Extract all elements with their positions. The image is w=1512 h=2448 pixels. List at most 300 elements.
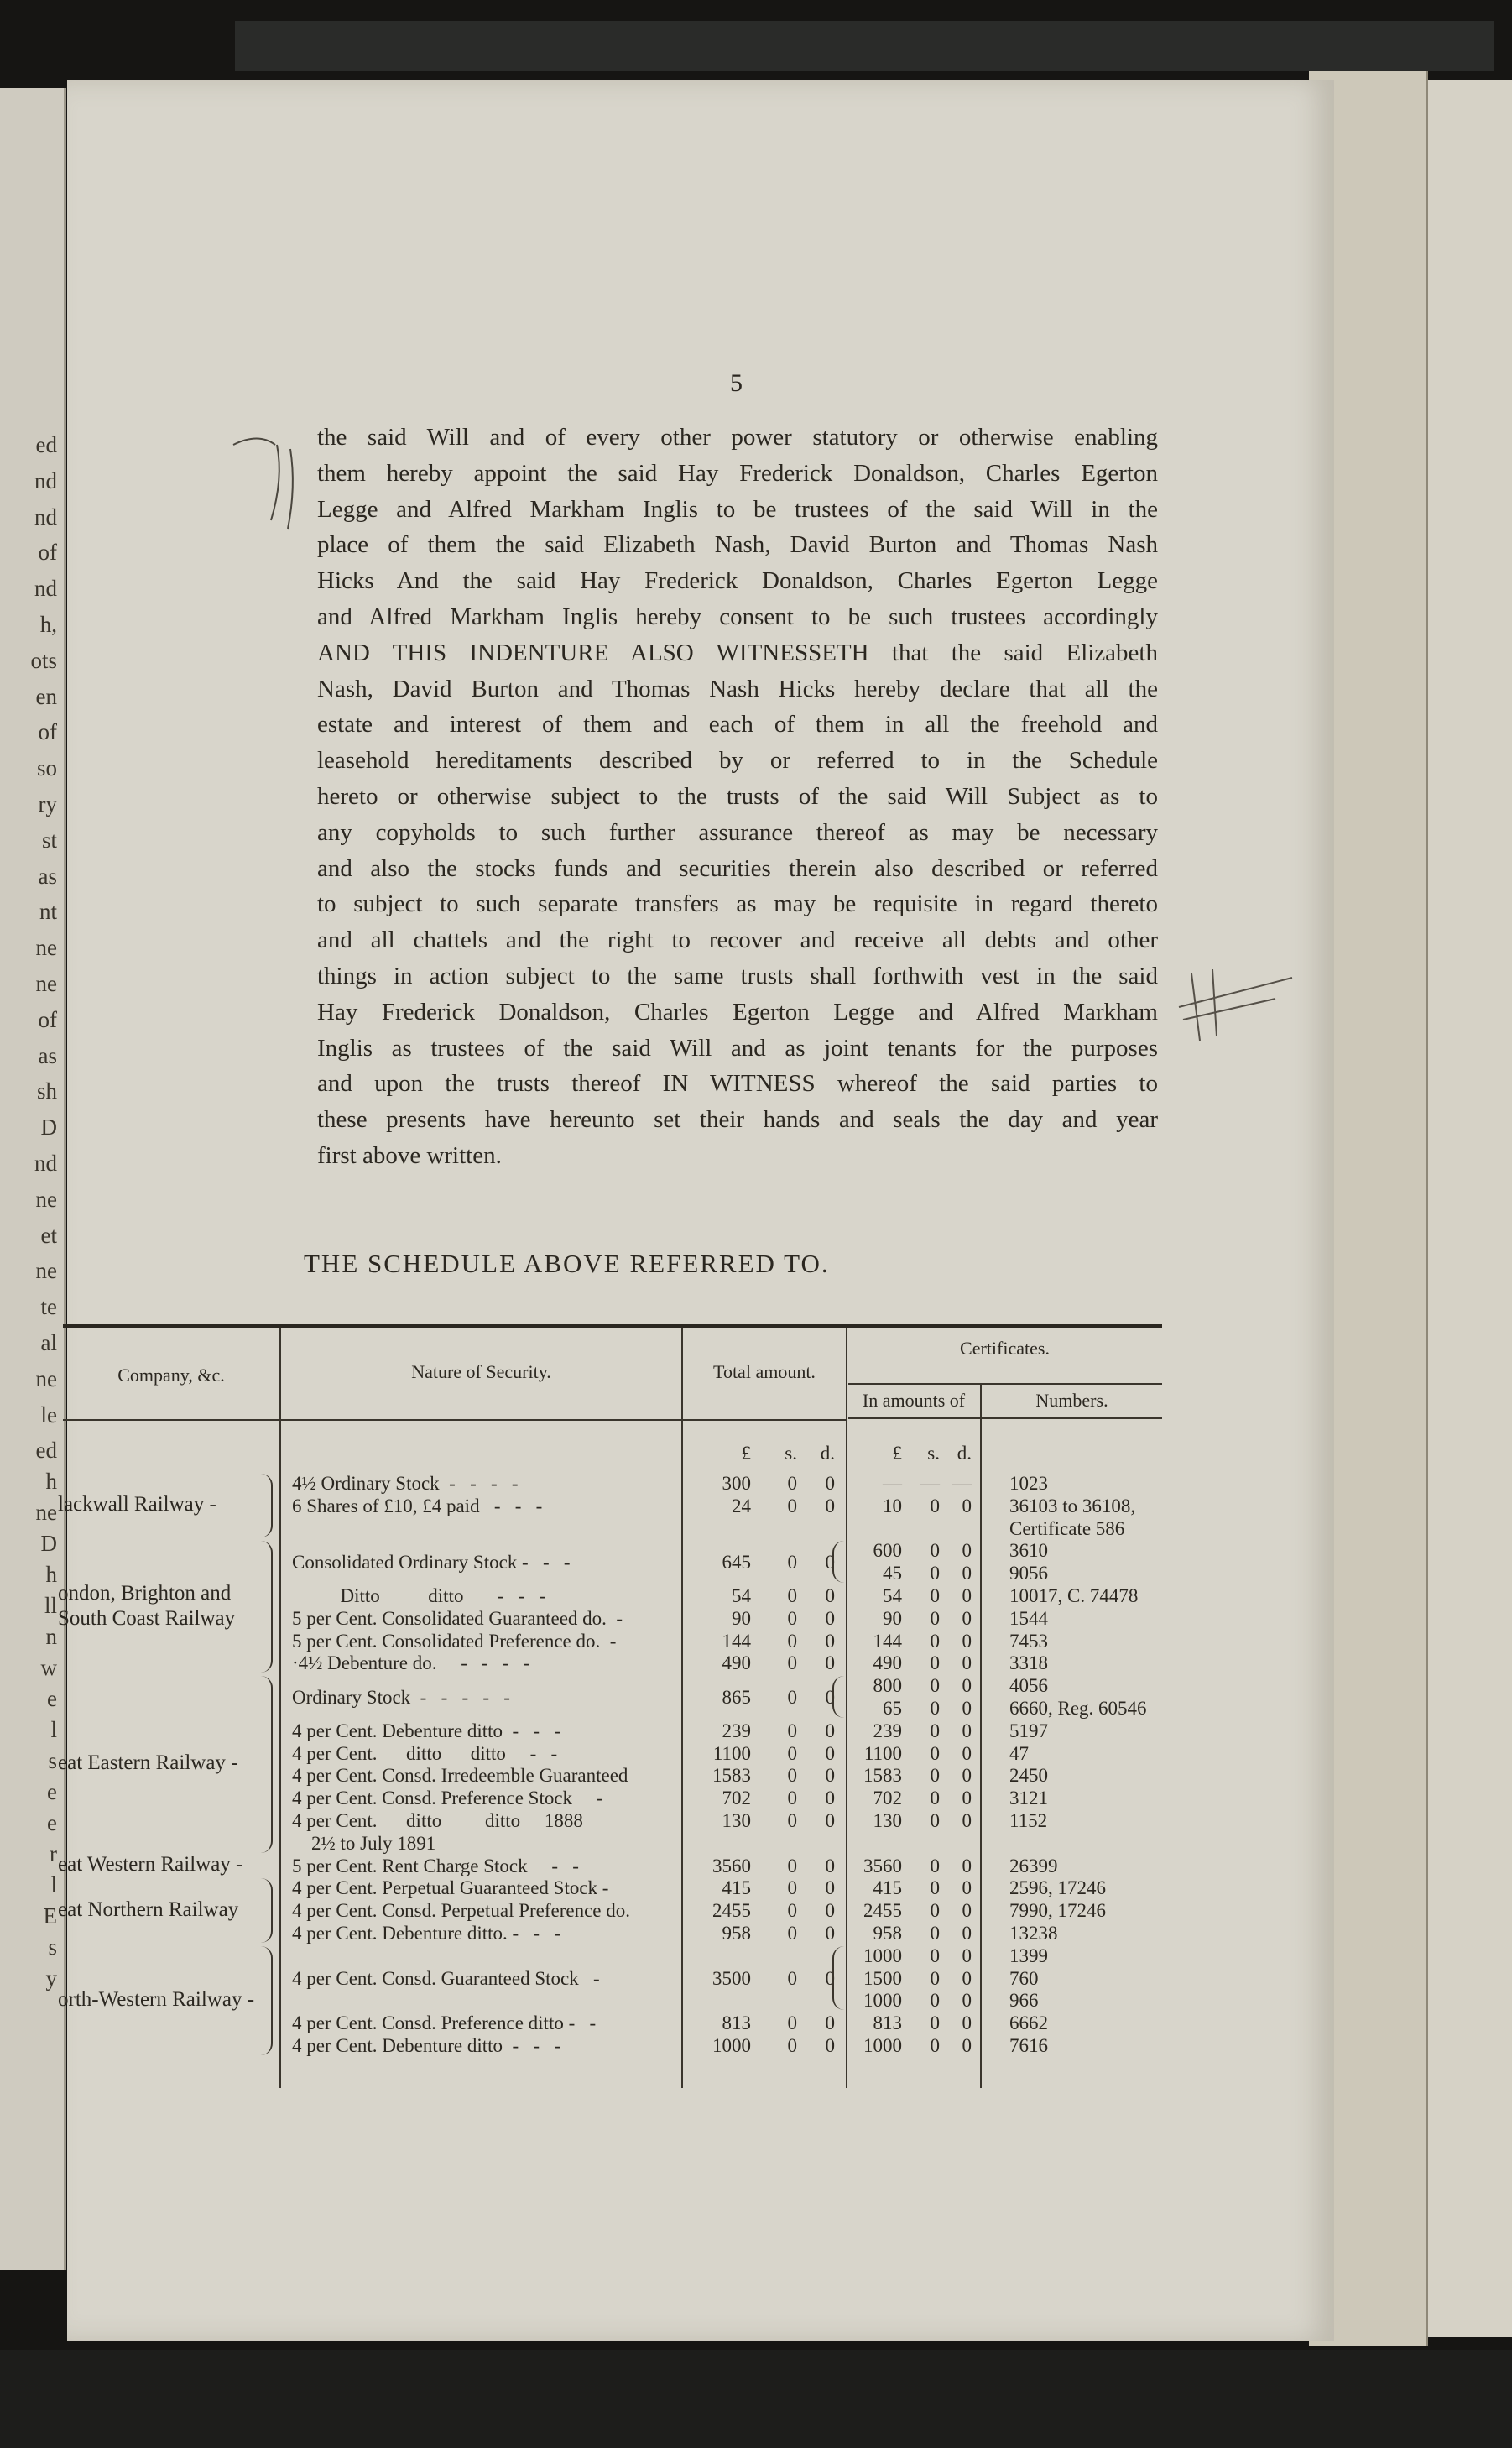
certificate-pence: 0 <box>962 1630 972 1652</box>
facing-page-text-fragment: E <box>43 1903 57 1929</box>
total-pence: 0 <box>825 1551 835 1573</box>
total-shillings: 0 <box>787 1585 797 1606</box>
paragraph-line: Legge and Alfred Markham Inglis to be trustees of the said Will in the <box>317 495 1158 523</box>
pound-label: £ <box>741 1443 751 1464</box>
paragraph-line: first above written. <box>317 1141 502 1169</box>
certificate-pounds: 144 <box>873 1630 902 1652</box>
total-pence: 0 <box>825 1900 835 1922</box>
facing-page-text-fragment: le <box>40 1401 57 1428</box>
facing-page-text-fragment: ed <box>35 1438 57 1464</box>
paragraph-line: AND THIS INDENTURE ALSO WITNESSETH that the said Elizabeth <box>317 639 1158 666</box>
facing-page-text-fragment: nd <box>34 467 57 493</box>
total-pence: 0 <box>825 1877 835 1899</box>
grouped-security-row <box>63 1686 1162 1709</box>
total-pounds: 1100 <box>712 1742 751 1764</box>
certificate-pence: 0 <box>962 1720 972 1741</box>
facing-page-text-fragment: ed <box>35 432 57 457</box>
table-row <box>63 1922 1162 1944</box>
table-row <box>63 1832 1162 1855</box>
security-nature: 5 per Cent. Consolidated Preference do. - <box>292 1630 617 1652</box>
total-pounds: 90 <box>732 1607 751 1629</box>
shillings-label: s. <box>927 1443 940 1464</box>
certificate-shillings: 0 <box>930 1855 940 1876</box>
total-pounds: 415 <box>722 1877 751 1899</box>
security-nature: 4 per Cent. Consd. Preference ditto - - <box>292 2012 597 2034</box>
pence-label: d. <box>957 1443 972 1464</box>
table-row <box>63 1630 1162 1652</box>
certificate-shillings: 0 <box>930 2012 940 2034</box>
facing-page-text-fragment: s <box>48 1748 57 1774</box>
facing-page-edge <box>0 88 66 2270</box>
certificate-pence: 0 <box>962 1788 972 1809</box>
certificate-pence: 0 <box>962 1652 972 1674</box>
facing-page-text-fragment: et <box>40 1222 57 1248</box>
certificate-pence: 0 <box>962 1855 972 1876</box>
total-shillings: 0 <box>787 1810 797 1831</box>
facing-page-text-fragment: ne <box>35 1500 57 1526</box>
company-name: ondon, Brighton and <box>58 1581 232 1605</box>
security-nature: 4 per Cent. Consd. Perpetual Preference do. <box>292 1900 631 1922</box>
facing-page-text-fragment: sh <box>36 1078 57 1104</box>
certificate-shillings: — <box>920 1473 940 1494</box>
facing-page-text-fragment: ry <box>38 791 57 817</box>
facing-page-text-fragment: of <box>38 540 57 566</box>
header-rule <box>63 1419 846 1421</box>
certificate-pounds: 600 <box>873 1540 902 1562</box>
certificate-shillings: 0 <box>930 2035 940 2056</box>
certificate-pounds: 45 <box>883 1563 902 1584</box>
certificate-numbers: 760 <box>1009 1967 1039 1989</box>
company-brace <box>261 1541 273 1673</box>
certificate-pounds: 2455 <box>863 1900 902 1922</box>
certificate-pence: 0 <box>962 1698 972 1719</box>
certificate-shillings: 0 <box>930 1585 940 1606</box>
certificate-pence: — <box>952 1473 972 1494</box>
certificate-pence: 0 <box>962 1900 972 1922</box>
total-shillings: 0 <box>787 1900 797 1922</box>
certificate-pence: 0 <box>962 1607 972 1629</box>
security-nature: Consolidated Ordinary Stock - - - <box>292 1551 571 1573</box>
facing-page-text-fragment: te <box>40 1294 57 1320</box>
amount-brace <box>832 1541 844 1583</box>
total-shillings: 0 <box>787 1652 797 1674</box>
total-shillings: 0 <box>787 1630 797 1652</box>
paragraph-line: the said Will and of every other power statutory or otherwise enabling <box>317 424 1158 451</box>
paragraph-line: to subject to such separate transfers as may be requisite in regard thereto <box>317 890 1158 918</box>
facing-page-text-fragment: nd <box>34 1151 57 1176</box>
paragraph-line: and also the stocks funds and securities therein also described or referred <box>317 854 1158 882</box>
security-nature: 4 per Cent. ditto ditto 1888 <box>292 1810 583 1831</box>
certificate-pence: 0 <box>962 1810 972 1831</box>
facing-page-text-fragment: D <box>40 1114 57 1140</box>
page-number: 5 <box>730 369 743 397</box>
facing-page-text-fragment: h <box>45 1469 57 1495</box>
total-shillings: 0 <box>787 1686 797 1708</box>
company-name: eat Eastern Railway - <box>58 1751 238 1775</box>
certificate-pounds: 813 <box>873 2012 902 2034</box>
certificate-pence: 0 <box>962 1923 972 1944</box>
certificate-numbers: 1544 <box>1009 1607 1048 1629</box>
facing-page-text-fragment: y <box>45 1965 57 1991</box>
total-pounds: 702 <box>722 1788 751 1809</box>
facing-page-text-fragment: ne <box>35 1365 57 1391</box>
certificate-shillings: 0 <box>930 1698 940 1719</box>
header-in-amounts: In amounts of <box>862 1390 966 1411</box>
total-pounds: 2455 <box>712 1900 751 1922</box>
certificate-pence: 0 <box>962 2012 972 2034</box>
security-nature: 5 per Cent. Rent Charge Stock - - <box>292 1855 579 1876</box>
paragraph-line: any copyholds to such further assurance thereof as may be necessary <box>317 818 1158 846</box>
security-nature: Ordinary Stock - - - - - <box>292 1686 510 1708</box>
facing-page-text-fragment: ne <box>35 935 57 961</box>
facing-page-text-fragment: so <box>36 755 57 781</box>
total-pence: 0 <box>825 1630 835 1652</box>
certificate-numbers: 7616 <box>1009 2035 1048 2056</box>
table-row <box>63 1517 1162 1540</box>
header-numbers: Numbers. <box>1035 1390 1108 1411</box>
paragraph-line: Nash, David Burton and Thomas Nash Hicks hereby declare that all the <box>317 675 1158 702</box>
certificate-pence: 0 <box>962 1877 972 1899</box>
certificate-numbers: 7990, 17246 <box>1009 1900 1106 1922</box>
total-pounds: 239 <box>722 1720 751 1741</box>
certificate-pounds: 54 <box>883 1585 902 1606</box>
total-pence: 0 <box>825 1720 835 1741</box>
schedule-heading: THE SCHEDULE ABOVE REFERRED TO. <box>304 1249 830 1278</box>
certificate-pence: 0 <box>962 1540 972 1562</box>
total-pence: 0 <box>825 2012 835 2034</box>
certificate-pounds: 130 <box>873 1810 902 1831</box>
certificate-pence: 0 <box>962 1765 972 1787</box>
total-pounds: 490 <box>722 1652 751 1674</box>
facing-page-text-fragment: e <box>47 1686 57 1712</box>
certificate-shillings: 0 <box>930 1742 940 1764</box>
certificate-numbers: 9056 <box>1009 1563 1048 1584</box>
security-nature: ·4½ Debenture do. - - - - <box>292 1652 530 1674</box>
facing-page-text-fragment: of <box>38 1006 57 1032</box>
certificate-pounds: 1000 <box>863 1944 902 1966</box>
facing-page-text-fragment: nd <box>34 576 57 602</box>
amount-brace <box>832 1676 844 1718</box>
certificate-numbers: 3610 <box>1009 1540 1048 1562</box>
certificate-numbers: 966 <box>1009 1990 1039 2012</box>
paragraph-line: and Alfred Markham Inglis hereby consent to be such trustees accordingly <box>317 603 1158 630</box>
total-pounds: 24 <box>732 1495 751 1516</box>
certificate-pence: 0 <box>962 1585 972 1606</box>
table-row <box>63 1809 1162 1832</box>
certificate-numbers: 1152 <box>1009 1810 1048 1831</box>
total-pounds: 130 <box>722 1810 751 1831</box>
table-top-rule <box>63 1324 1162 1328</box>
total-pence: 0 <box>825 1967 835 1989</box>
security-nature: 4 per Cent. Consd. Irredeemble Guaranteed <box>292 1765 628 1787</box>
total-shillings: 0 <box>787 1551 797 1573</box>
certificate-pounds: — <box>883 1473 902 1494</box>
pencil-bracket-mark <box>225 428 300 537</box>
certificate-pence: 0 <box>962 1495 972 1516</box>
paragraph-line: and upon the trusts thereof IN WITNESS whereof the said parties to <box>317 1070 1158 1098</box>
certificate-pounds: 3560 <box>863 1855 902 1876</box>
body-paragraph <box>317 420 1158 1174</box>
total-pence: 0 <box>825 1923 835 1944</box>
facing-page-text-fragment: e <box>47 1810 57 1836</box>
certificate-pounds: 65 <box>883 1698 902 1719</box>
certificate-numbers: 47 <box>1009 1742 1029 1764</box>
grouped-security-row <box>63 1551 1162 1574</box>
facing-page-text-fragment: l <box>50 1872 57 1898</box>
company-name: orth-Western Railway - <box>58 1987 255 2011</box>
facing-page-text-fragment: al <box>40 1330 57 1355</box>
total-shillings: 0 <box>787 1742 797 1764</box>
total-shillings: 0 <box>787 2035 797 2056</box>
paragraph-line: place of them the said Elizabeth Nash, David Burton and Thomas Nash <box>317 531 1158 559</box>
certificate-pence: 0 <box>962 1990 972 2012</box>
table-row <box>63 1652 1162 1674</box>
header-total: Total amount. <box>713 1361 816 1382</box>
certificate-shillings: 0 <box>930 1967 940 1989</box>
total-shillings: 0 <box>787 1473 797 1494</box>
total-pence: 0 <box>825 1607 835 1629</box>
total-shillings: 0 <box>787 1877 797 1899</box>
certificate-shillings: 0 <box>930 1607 940 1629</box>
table-row <box>63 1944 1162 1967</box>
certificate-pence: 0 <box>962 1563 972 1584</box>
certificate-pounds: 1583 <box>863 1765 902 1787</box>
facing-page-text-fragment: ots <box>30 647 57 673</box>
facing-page-text-fragment: nt <box>39 899 57 925</box>
total-shillings: 0 <box>787 1788 797 1809</box>
facing-page-text-fragment: s <box>48 1934 57 1960</box>
header-rule <box>848 1383 1162 1385</box>
certificate-numbers: 36103 to 36108, <box>1009 1495 1136 1516</box>
security-nature: Ditto ditto - - - <box>292 1585 546 1606</box>
certificate-numbers: 3318 <box>1009 1652 1048 1674</box>
certificate-pounds: 1000 <box>863 1990 902 2012</box>
currency-header-row <box>63 1442 1162 1464</box>
certificate-pence: 0 <box>962 1967 972 1989</box>
facing-page-text-fragment: st <box>41 827 57 853</box>
certificate-pence: 0 <box>962 1742 972 1764</box>
security-nature: 6 Shares of £10, £4 paid - - - <box>292 1495 543 1516</box>
certificate-numbers: 2450 <box>1009 1765 1048 1787</box>
total-pence: 0 <box>825 1686 835 1708</box>
total-pence: 0 <box>825 1742 835 1764</box>
facing-page-text-fragment: nd <box>34 504 57 530</box>
total-pence: 0 <box>825 1810 835 1831</box>
facing-page-text-fragment: h, <box>39 612 57 637</box>
total-pence: 0 <box>825 2035 835 2056</box>
certificate-numbers: 10017, C. 74478 <box>1009 1585 1139 1606</box>
paragraph-line: Hay Frederick Donaldson, Charles Egerton Legge and Alfred Markham <box>317 998 1158 1026</box>
grouped-security-row <box>63 1967 1162 1990</box>
certificate-pounds: 490 <box>873 1652 902 1674</box>
certificate-numbers: 7453 <box>1009 1630 1048 1652</box>
facing-page-text-fragment: of <box>38 719 57 745</box>
company-name: lackwall Railway - <box>58 1493 216 1516</box>
certificate-shillings: 0 <box>930 1720 940 1741</box>
facing-page-text-fragment: n <box>45 1624 57 1650</box>
total-pence: 0 <box>825 1585 835 1606</box>
total-pounds: 1000 <box>712 2035 751 2056</box>
certificate-numbers: 26399 <box>1009 1855 1058 1876</box>
certificate-shillings: 0 <box>930 1630 940 1652</box>
facing-page-text-fragment: as <box>38 1042 57 1068</box>
facing-page-text-fragment: ll <box>44 1593 57 1619</box>
security-nature: 4 per Cent. Perpetual Guaranteed Stock - <box>292 1877 609 1899</box>
facing-page-text-fragment: ne <box>35 1258 57 1284</box>
facing-page-text-fragment: D <box>40 1531 57 1557</box>
certificate-numbers: 6662 <box>1009 2012 1048 2034</box>
certificate-numbers: 13238 <box>1009 1923 1058 1944</box>
pencil-hash-mark <box>1175 957 1309 1049</box>
certificate-numbers: 2596, 17246 <box>1009 1877 1106 1899</box>
table-row <box>63 1720 1162 1742</box>
certificate-numbers: 4056 <box>1009 1675 1048 1697</box>
total-pence: 0 <box>825 1495 835 1516</box>
total-pence: 0 <box>825 1788 835 1809</box>
total-pounds: 1583 <box>712 1765 751 1787</box>
certificate-shillings: 0 <box>930 1788 940 1809</box>
facing-page-text-fragment: l <box>50 1717 57 1743</box>
total-pounds: 3500 <box>712 1967 751 1989</box>
company-brace <box>261 1474 273 1537</box>
company-brace <box>261 1946 273 2055</box>
total-pence: 0 <box>825 1765 835 1787</box>
facing-page-text-fragment: h <box>45 1562 57 1588</box>
security-nature: 4 per Cent. Debenture ditto - - - <box>292 2035 560 2056</box>
total-pence: 0 <box>825 1855 835 1876</box>
pound-label: £ <box>892 1443 902 1464</box>
total-pounds: 958 <box>722 1923 751 1944</box>
company-name: eat Northern Railway <box>58 1897 239 1921</box>
facing-page-text-fragment: r <box>50 1841 57 1867</box>
certificate-pounds: 1500 <box>863 1967 902 1989</box>
certificate-shillings: 0 <box>930 1900 940 1922</box>
facing-page-text-fragment: ne <box>35 1186 57 1212</box>
facing-page-text-fragment: en <box>35 683 57 709</box>
certificate-shillings: 0 <box>930 1765 940 1787</box>
certificate-shillings: 0 <box>930 1675 940 1697</box>
certificate-shillings: 0 <box>930 1877 940 1899</box>
certificate-shillings: 0 <box>930 1495 940 1516</box>
certificate-pounds: 1100 <box>863 1742 902 1764</box>
table-row <box>63 1472 1162 1495</box>
header-certificates: Certificates. <box>960 1338 1050 1359</box>
total-pounds: 300 <box>722 1473 751 1494</box>
book-cover-bottom <box>0 2350 1512 2448</box>
certificate-shillings: 0 <box>930 1990 940 2012</box>
company-name: South Coast Railway <box>58 1606 236 1630</box>
facing-page-text-fragment: w <box>40 1655 57 1681</box>
total-pounds: 54 <box>732 1585 751 1606</box>
paragraph-line: hereto or otherwise subject to the trusts of the said Will Subject as to <box>317 782 1158 810</box>
total-shillings: 0 <box>787 1765 797 1787</box>
facing-page-text-fragment: ne <box>35 971 57 996</box>
certificate-pounds: 90 <box>883 1607 902 1629</box>
header-company: Company, &c. <box>117 1365 225 1386</box>
certificate-pence: 0 <box>962 2035 972 2056</box>
total-pounds: 3560 <box>712 1855 751 1876</box>
total-pounds: 144 <box>722 1630 751 1652</box>
header-nature: Nature of Security. <box>411 1361 551 1382</box>
total-shillings: 0 <box>787 2012 797 2034</box>
total-shillings: 0 <box>787 1607 797 1629</box>
total-pounds: 865 <box>722 1686 751 1708</box>
total-shillings: 0 <box>787 1923 797 1944</box>
paragraph-line: leasehold hereditaments described by or referred to in the Schedule <box>317 747 1158 775</box>
certificate-numbers: Certificate 586 <box>1009 1517 1125 1539</box>
company-brace <box>261 1878 273 1942</box>
certificate-shillings: 0 <box>930 1540 940 1562</box>
paragraph-line: and all chattels and the right to recover and receive all debts and other <box>317 926 1158 954</box>
certificate-pounds: 800 <box>873 1675 902 1697</box>
shillings-label: s. <box>785 1443 797 1464</box>
total-pounds: 813 <box>722 2012 751 2034</box>
total-pence: 0 <box>825 1652 835 1674</box>
table-row <box>63 2034 1162 2057</box>
book-cover-top <box>235 21 1494 71</box>
security-nature: 4 per Cent. Debenture ditto. - - - <box>292 1923 560 1944</box>
paragraph-line: Inglis as trustees of the said Will and as joint tenants for the purposes <box>317 1034 1158 1062</box>
table-row <box>63 1495 1162 1517</box>
security-nature: 4 per Cent. Consd. Preference Stock - <box>292 1788 603 1809</box>
total-shillings: 0 <box>787 1855 797 1876</box>
facing-page-text-fragment: e <box>47 1779 57 1805</box>
security-nature: 4 per Cent. Debenture ditto - - - <box>292 1720 560 1741</box>
pence-label: d. <box>820 1443 835 1464</box>
certificate-shillings: 0 <box>930 1652 940 1674</box>
amount-brace <box>832 1946 844 2010</box>
total-shillings: 0 <box>787 1720 797 1741</box>
total-pence: 0 <box>825 1473 835 1494</box>
certificate-pounds: 239 <box>873 1720 902 1741</box>
table-row <box>63 2012 1162 2034</box>
certificate-pounds: 958 <box>873 1923 902 1944</box>
certificate-pence: 0 <box>962 1944 972 1966</box>
company-name: eat Western Railway - <box>58 1853 243 1876</box>
total-pounds: 645 <box>722 1551 751 1573</box>
certificate-pounds: 10 <box>883 1495 902 1516</box>
header-rule <box>848 1417 1162 1419</box>
certificate-numbers: 1399 <box>1009 1944 1048 1966</box>
paragraph-line: estate and interest of them and each of them in all the freehold and <box>317 711 1158 739</box>
certificate-numbers: 3121 <box>1009 1788 1048 1809</box>
table-row <box>63 1876 1162 1899</box>
page-stack-outer <box>1426 80 1512 2337</box>
table-row <box>63 1787 1162 1809</box>
certificate-shillings: 0 <box>930 1563 940 1584</box>
total-shillings: 0 <box>787 1967 797 1989</box>
paragraph-line: Hicks And the said Hay Frederick Donaldson, Charles Egerton Legge <box>317 567 1158 595</box>
certificate-numbers: 5197 <box>1009 1720 1048 1741</box>
paragraph-line: these presents have hereunto set their hands and seals the day and year <box>317 1106 1158 1134</box>
certificate-shillings: 0 <box>930 1810 940 1831</box>
certificate-pence: 0 <box>962 1675 972 1697</box>
certificate-pounds: 415 <box>873 1877 902 1899</box>
security-nature: 4½ Ordinary Stock - - - - <box>292 1473 519 1494</box>
certificate-pounds: 702 <box>873 1788 902 1809</box>
company-brace <box>261 1676 273 1852</box>
paragraph-line: things in action subject to the same trusts shall forthwith vest in the said <box>317 962 1158 989</box>
security-nature: 4 per Cent. ditto ditto - - <box>292 1742 558 1764</box>
certificate-numbers: 6660, Reg. 60546 <box>1009 1698 1147 1719</box>
certificate-numbers: 1023 <box>1009 1473 1048 1494</box>
security-nature: 4 per Cent. Consd. Guaranteed Stock - <box>292 1967 600 1989</box>
security-nature: 2½ to July 1891 <box>292 1832 436 1854</box>
certificate-shillings: 0 <box>930 1944 940 1966</box>
total-shillings: 0 <box>787 1495 797 1516</box>
certificate-shillings: 0 <box>930 1923 940 1944</box>
security-nature: 5 per Cent. Consolidated Guaranteed do. - <box>292 1607 623 1629</box>
